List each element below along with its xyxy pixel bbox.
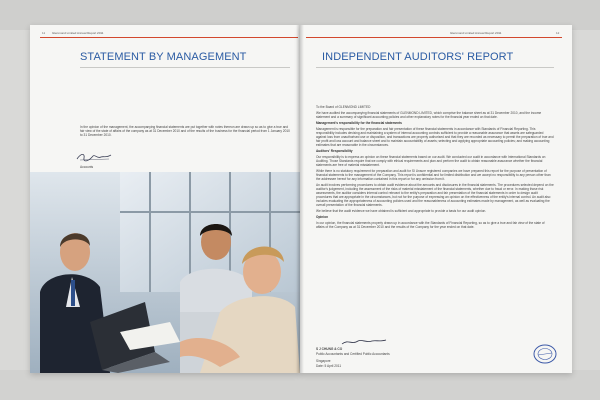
opinion-paragraph: In our opinion, the financial statements properly drawn up in accordance with the Standards of Financial Reporting, so as to give a true and fair view of the state of affairs of the Company as at 31 December 2010 and the results of the Company for the year ended on that date. bbox=[316, 221, 545, 229]
audit-firm-name: S J CHUNG & CO bbox=[316, 347, 343, 351]
mgmt-paragraph: Management is responsible for the preparation and fair presentation of these financial statements in accordance with Standards of Financial Reporting. This responsibility includes devising and maintaining a system of internal accounting controls sufficient to provide a reasonable assurance that assets are safeguarded against loss from unauthorised use or disposition, and transactions are properly authorised and that they are recorded as necessary to permit the preparation of true and fair profit and loss account and balance sheet and to maintain accountability of assets; selecting and applying appropriate accounting policies; and making accounting estimates that are reasonable in the circumstances. bbox=[316, 127, 554, 147]
report-body bbox=[316, 105, 554, 231]
procedures-paragraph: An audit involves performing procedures to obtain audit evidence about the amounts and disclosures in the financial statements. The procedures selected depend on the auditor's judgement, including the assessment of the risks of material misstatement of the financial statements, whether due to fraud or error. In making those risk assessments, the auditor considers internal control relevant to the entity's preparation and fair presentation of the financial statements in order to design audit procedures that are appropriate in the circumstances, but not for the purpose of expressing an opinion on the effectiveness of the entity's internal control. An audit also includes evaluating the appropriateness of accounting policies used and the reasonableness of accounting estimates made by management, as well as evaluating the overall presentation of the financial statements. bbox=[316, 183, 554, 207]
book-gutter bbox=[296, 25, 304, 373]
confidentiality-paragraph: While there is no statutory requirement for preparation and audit for SI Unsure registered companies we have prepared this report for the purpose of presentation of financial statements to the management of the Company. This report is confidential and for limited distribution and we accept no responsibility to any person other than the addressee hereof for any information contained in this report or for any omission from it. bbox=[316, 169, 551, 181]
right-running-header: Glenmond Limited Annual Report 2011 bbox=[450, 31, 502, 35]
right-accent-line bbox=[306, 37, 562, 38]
statement-title: STATEMENT BY MANAGEMENT bbox=[80, 51, 247, 63]
report-intro: We have audited the accompanying financial statements of GLENMOND LIMITED, which comprise the balance sheet as at 31 December 2010, and the income statement and a summary of significant accounting policies and other explanatory notes for the financial year ended on that date. bbox=[316, 111, 542, 119]
right-page-number: 12 bbox=[556, 31, 560, 35]
left-accent-line bbox=[40, 37, 298, 38]
auditors-report-title: INDEPENDENT AUDITORS' REPORT bbox=[322, 51, 514, 63]
business-meeting-photo bbox=[30, 172, 300, 373]
right-date: Date: 5 April 2011 bbox=[316, 364, 342, 368]
background-bottom bbox=[0, 370, 600, 400]
right-title-rule bbox=[316, 67, 554, 68]
management-signature bbox=[75, 151, 115, 163]
statement-body: In the opinion of the management, the accompanying financial statements are put together with notes thereon are drawn up so as to give a true and fair view of the state of affairs of the company as at 31 December 2010 and of the results of the business for the financial period from 1 January 2010 to 31 December 2010. bbox=[80, 125, 290, 137]
auditors-paragraph: Our responsibility is to express an opinion on these financial statements based on our audit. We conducted our audit in accordance with International Standards on Auditing. Those Standards require that we comply with ethical requirements and plan and perform the audit to obtain reasonable assurance whether the financial statements are free of material misstatement. bbox=[316, 155, 546, 167]
left-page-number: 11 bbox=[42, 31, 46, 35]
company-seal-stamp bbox=[532, 343, 558, 365]
right-page bbox=[300, 25, 572, 373]
left-title-rule bbox=[80, 67, 290, 68]
left-page bbox=[30, 25, 300, 373]
signatory-role: Accounts bbox=[80, 165, 94, 169]
auditors-heading: Auditors' Responsibility bbox=[316, 149, 353, 153]
mgmt-heading: Management's responsibility for the financial statements bbox=[316, 121, 402, 125]
opinion-heading: Opinion bbox=[316, 215, 329, 219]
report-addressee: To the Board of GLENMOND LIMITED bbox=[316, 105, 371, 109]
evidence-paragraph: We believe that the audit evidence we have obtained is sufficient and appropriate to provide a basis for our audit opinion. bbox=[316, 209, 487, 213]
audit-firm-subtitle: Public Accountants and Certified Public Accountants bbox=[316, 352, 390, 356]
right-place: Singapore bbox=[316, 359, 331, 363]
left-running-header: Glenmond Limited Annual Report 2011 bbox=[52, 31, 104, 35]
auditor-signature bbox=[340, 337, 388, 347]
